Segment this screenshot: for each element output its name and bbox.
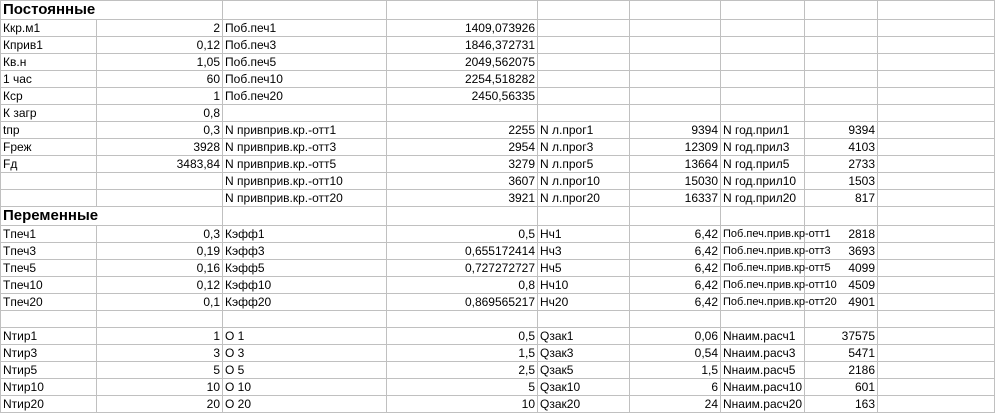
label-cell[interactable]: Нч20 [538,294,630,311]
value-cell[interactable]: 2818 [805,226,878,243]
label-cell[interactable]: Tпеч5 [1,260,97,277]
label-cell[interactable]: Поб.печ1 [223,20,387,37]
label-cell[interactable]: Nтир20 [1,396,97,413]
value-cell[interactable]: 1846,372731 [387,37,538,54]
const-row [1,88,995,105]
empty-cell[interactable] [878,260,995,277]
value-cell[interactable]: 6,42 [630,294,721,311]
empty-cell[interactable] [878,396,995,413]
var-row [1,277,995,294]
const-row [1,122,995,139]
label-cell[interactable]: Qзак20 [538,396,630,413]
label-cell[interactable]: Кэфф1 [223,226,387,243]
label-cell[interactable]: N привприв.кр.-отт3 [223,139,387,156]
const-row [1,173,995,190]
value-cell[interactable]: 2254,518282 [387,71,538,88]
label-cell[interactable]: Nтир10 [1,379,97,396]
label-cell[interactable]: tпр [1,122,97,139]
value-cell[interactable] [805,20,878,37]
label-cell[interactable] [721,71,805,88]
value-cell[interactable]: 1,5 [630,362,721,379]
empty-cell[interactable] [878,37,995,54]
value-cell[interactable] [805,54,878,71]
label-cell[interactable]: Кэфф10 [223,277,387,294]
label-cell[interactable]: Кприв1 [1,37,97,54]
empty-cell[interactable] [878,105,995,122]
label-cell[interactable]: Qзак10 [538,379,630,396]
empty-cell[interactable] [878,207,995,226]
value-cell[interactable]: 1409,073926 [387,20,538,37]
value-cell[interactable] [805,105,878,122]
value-cell[interactable]: 0,655172414 [387,243,538,260]
empty-cell[interactable] [721,207,805,226]
label-cell[interactable]: Nнаим.расч5 [721,362,805,379]
value-cell[interactable]: 3483,84 [97,156,223,173]
label-cell[interactable]: Поб.печ.прив.кр-отт5 [721,260,805,277]
value-cell[interactable] [630,71,721,88]
empty-cell[interactable] [878,173,995,190]
value-cell[interactable]: 13664 [630,156,721,173]
label-cell[interactable] [538,88,630,105]
empty-row [1,311,995,328]
value-cell[interactable]: 2 [97,20,223,37]
const-row [1,139,995,156]
value-cell[interactable]: 20 [97,396,223,413]
label-cell[interactable]: O 5 [223,362,387,379]
tir-row [1,379,995,396]
value-cell[interactable]: 24 [630,396,721,413]
label-cell[interactable] [538,37,630,54]
empty-cell[interactable] [630,311,721,328]
value-cell[interactable]: 3928 [97,139,223,156]
label-cell[interactable]: Tпеч10 [1,277,97,294]
value-cell[interactable]: 3279 [387,156,538,173]
value-cell[interactable]: 817 [805,190,878,207]
const-row [1,37,995,54]
value-cell[interactable]: 1 [97,328,223,345]
value-cell[interactable] [630,54,721,71]
empty-cell[interactable] [878,122,995,139]
var-row [1,243,995,260]
var-row [1,294,995,311]
label-cell[interactable]: Qзак3 [538,345,630,362]
label-cell[interactable]: Nтир1 [1,328,97,345]
value-cell[interactable]: 0,12 [97,37,223,54]
label-cell[interactable]: Qзак5 [538,362,630,379]
value-cell[interactable]: 6,42 [630,243,721,260]
label-cell[interactable] [721,88,805,105]
label-cell[interactable]: Tпеч20 [1,294,97,311]
empty-cell[interactable] [387,311,538,328]
value-cell[interactable] [630,37,721,54]
label-cell[interactable]: Nтир5 [1,362,97,379]
empty-cell[interactable] [805,207,878,226]
label-cell[interactable]: Поб.печ5 [223,54,387,71]
value-cell[interactable]: 4103 [805,139,878,156]
label-cell[interactable]: Нч5 [538,260,630,277]
value-cell[interactable]: 5 [387,379,538,396]
value-cell[interactable]: 163 [805,396,878,413]
label-cell[interactable]: O 20 [223,396,387,413]
label-cell[interactable]: Поб.печ20 [223,88,387,105]
const-row [1,190,995,207]
label-cell[interactable]: К загр [1,105,97,122]
label-cell[interactable]: Нч10 [538,277,630,294]
value-cell[interactable]: 16337 [630,190,721,207]
empty-cell[interactable] [878,311,995,328]
label-cell[interactable] [721,20,805,37]
value-cell[interactable]: 2450,56335 [387,88,538,105]
label-cell[interactable] [721,37,805,54]
label-cell[interactable]: Кэфф3 [223,243,387,260]
label-cell[interactable]: Кв.н [1,54,97,71]
var-row [1,226,995,243]
empty-cell[interactable] [805,311,878,328]
label-cell[interactable] [721,105,805,122]
empty-cell[interactable] [878,1,995,20]
value-cell[interactable]: 0,3 [97,226,223,243]
empty-cell[interactable] [223,311,387,328]
section-title[interactable]: Постоянные [1,1,223,20]
label-cell[interactable]: Кср [1,88,97,105]
label-cell[interactable] [721,54,805,71]
empty-cell[interactable] [97,311,223,328]
empty-cell[interactable] [878,294,995,311]
value-cell[interactable]: 5471 [805,345,878,362]
value-cell[interactable]: 9394 [630,122,721,139]
label-cell[interactable]: 1 час [1,71,97,88]
label-cell[interactable]: O 1 [223,328,387,345]
label-cell[interactable]: N год.прил5 [721,156,805,173]
label-cell[interactable] [1,190,97,207]
empty-cell[interactable] [878,139,995,156]
value-cell[interactable] [630,105,721,122]
label-cell[interactable]: Tпеч1 [1,226,97,243]
value-cell[interactable]: 60 [97,71,223,88]
value-cell[interactable]: 0,12 [97,277,223,294]
value-cell[interactable] [97,190,223,207]
empty-cell[interactable] [878,71,995,88]
value-cell[interactable]: 15030 [630,173,721,190]
label-cell[interactable]: O 10 [223,379,387,396]
value-cell[interactable]: 0,869565217 [387,294,538,311]
empty-cell[interactable] [878,243,995,260]
empty-cell[interactable] [878,362,995,379]
value-cell[interactable]: 1,5 [387,345,538,362]
empty-cell[interactable] [878,277,995,294]
value-cell[interactable]: 3693 [805,243,878,260]
const-row [1,156,995,173]
value-cell[interactable]: 0,8 [97,105,223,122]
empty-cell[interactable] [878,54,995,71]
label-cell[interactable]: Qзак1 [538,328,630,345]
empty-cell[interactable] [387,207,538,226]
empty-cell[interactable] [878,345,995,362]
label-cell[interactable]: N год.прил10 [721,173,805,190]
value-cell[interactable] [805,88,878,105]
value-cell[interactable]: 1 [97,88,223,105]
label-cell[interactable]: N привприв.кр.-отт20 [223,190,387,207]
value-cell[interactable]: 4901 [805,294,878,311]
value-cell[interactable]: 0,16 [97,260,223,277]
empty-cell[interactable] [878,20,995,37]
var-row [1,260,995,277]
empty-cell[interactable] [538,1,630,20]
label-cell[interactable]: N привприв.кр.-отт5 [223,156,387,173]
const-row [1,105,995,122]
empty-cell[interactable] [878,156,995,173]
value-cell[interactable]: 2186 [805,362,878,379]
section-header-var [1,207,995,226]
label-cell[interactable]: Нч3 [538,243,630,260]
grid-body [1,1,995,413]
empty-cell[interactable] [878,226,995,243]
value-cell[interactable]: 9394 [805,122,878,139]
label-cell[interactable]: O 3 [223,345,387,362]
value-cell[interactable]: 6 [630,379,721,396]
label-cell[interactable] [223,105,387,122]
label-cell[interactable]: Nтир3 [1,345,97,362]
value-cell[interactable]: 0,54 [630,345,721,362]
label-cell[interactable]: Поб.печ.прив.кр-отт1 [721,226,805,243]
empty-cell[interactable] [878,328,995,345]
const-row [1,20,995,37]
value-cell[interactable]: 0,1 [97,294,223,311]
label-cell[interactable]: Кэфф20 [223,294,387,311]
value-cell[interactable]: 4099 [805,260,878,277]
empty-cell[interactable] [721,311,805,328]
empty-cell[interactable] [1,311,97,328]
value-cell[interactable]: 10 [387,396,538,413]
empty-cell[interactable] [538,207,630,226]
value-cell[interactable]: 2255 [387,122,538,139]
label-cell[interactable]: N год.прил20 [721,190,805,207]
value-cell[interactable]: 0,5 [387,226,538,243]
label-cell[interactable]: N л.прог10 [538,173,630,190]
empty-cell[interactable] [878,379,995,396]
label-cell[interactable]: Nнаим.расч20 [721,396,805,413]
value-cell[interactable] [805,37,878,54]
label-cell[interactable]: N л.прог3 [538,139,630,156]
value-cell[interactable]: 37575 [805,328,878,345]
value-cell[interactable]: 0,727272727 [387,260,538,277]
label-cell[interactable]: N л.прог20 [538,190,630,207]
empty-cell[interactable] [721,1,805,20]
value-cell[interactable]: 0,8 [387,277,538,294]
empty-cell[interactable] [223,207,387,226]
value-cell[interactable]: 0,5 [387,328,538,345]
label-cell[interactable]: Nнаим.расч3 [721,345,805,362]
label-cell[interactable]: Поб.печ.прив.кр-отт3 [721,243,805,260]
tir-row [1,396,995,413]
label-cell[interactable]: Tпеч3 [1,243,97,260]
value-cell[interactable]: 2,5 [387,362,538,379]
empty-cell[interactable] [630,1,721,20]
value-cell[interactable]: 1,05 [97,54,223,71]
label-cell[interactable]: Nнаим.расч1 [721,328,805,345]
label-cell[interactable] [538,71,630,88]
value-cell[interactable]: 6,42 [630,226,721,243]
label-cell[interactable]: Nнаим.расч10 [721,379,805,396]
value-cell[interactable]: 5 [97,362,223,379]
value-cell[interactable]: 0,19 [97,243,223,260]
label-cell[interactable] [538,105,630,122]
value-cell[interactable]: 601 [805,379,878,396]
label-cell[interactable] [538,54,630,71]
empty-cell[interactable] [387,1,538,20]
value-cell[interactable]: 2049,562075 [387,54,538,71]
empty-cell[interactable] [630,207,721,226]
label-cell[interactable]: Кэфф5 [223,260,387,277]
label-cell[interactable]: Нч1 [538,226,630,243]
value-cell[interactable] [97,173,223,190]
empty-cell[interactable] [878,88,995,105]
value-cell[interactable]: 6,42 [630,260,721,277]
label-cell[interactable]: N л.прог5 [538,156,630,173]
label-cell[interactable]: N год.прил1 [721,122,805,139]
const-row [1,54,995,71]
tir-row [1,328,995,345]
label-cell[interactable]: Поб.печ.прив.кр-отт10 [721,277,805,294]
value-cell[interactable]: 4509 [805,277,878,294]
tir-row [1,345,995,362]
label-cell[interactable]: Fд [1,156,97,173]
section-header-const [1,1,995,20]
label-cell[interactable]: Ккр.м1 [1,20,97,37]
tir-row [1,362,995,379]
label-cell[interactable]: Поб.печ.прив.кр-отт20 [721,294,805,311]
value-cell[interactable]: 3607 [387,173,538,190]
value-cell[interactable]: 6,42 [630,277,721,294]
value-cell[interactable]: 1503 [805,173,878,190]
label-cell[interactable]: N привприв.кр.-отт1 [223,122,387,139]
value-cell[interactable]: 3 [97,345,223,362]
value-cell[interactable] [387,105,538,122]
empty-cell[interactable] [805,1,878,20]
label-cell[interactable]: N л.прог1 [538,122,630,139]
value-cell[interactable]: 0,06 [630,328,721,345]
label-cell[interactable]: N привприв.кр.-отт10 [223,173,387,190]
value-cell[interactable]: 3921 [387,190,538,207]
value-cell[interactable]: 2954 [387,139,538,156]
label-cell[interactable]: Fреж [1,139,97,156]
label-cell[interactable] [538,20,630,37]
empty-cell[interactable] [538,311,630,328]
value-cell[interactable]: 2733 [805,156,878,173]
value-cell[interactable] [630,88,721,105]
label-cell[interactable]: Поб.печ10 [223,71,387,88]
value-cell[interactable]: 0,3 [97,122,223,139]
value-cell[interactable]: 10 [97,379,223,396]
label-cell[interactable]: N год.прил3 [721,139,805,156]
empty-cell[interactable] [878,190,995,207]
const-row [1,71,995,88]
empty-cell[interactable] [223,1,387,20]
value-cell[interactable] [805,71,878,88]
label-cell[interactable] [1,173,97,190]
section-title[interactable]: Переменные [1,207,223,226]
value-cell[interactable]: 12309 [630,139,721,156]
label-cell[interactable]: Поб.печ3 [223,37,387,54]
value-cell[interactable] [630,20,721,37]
